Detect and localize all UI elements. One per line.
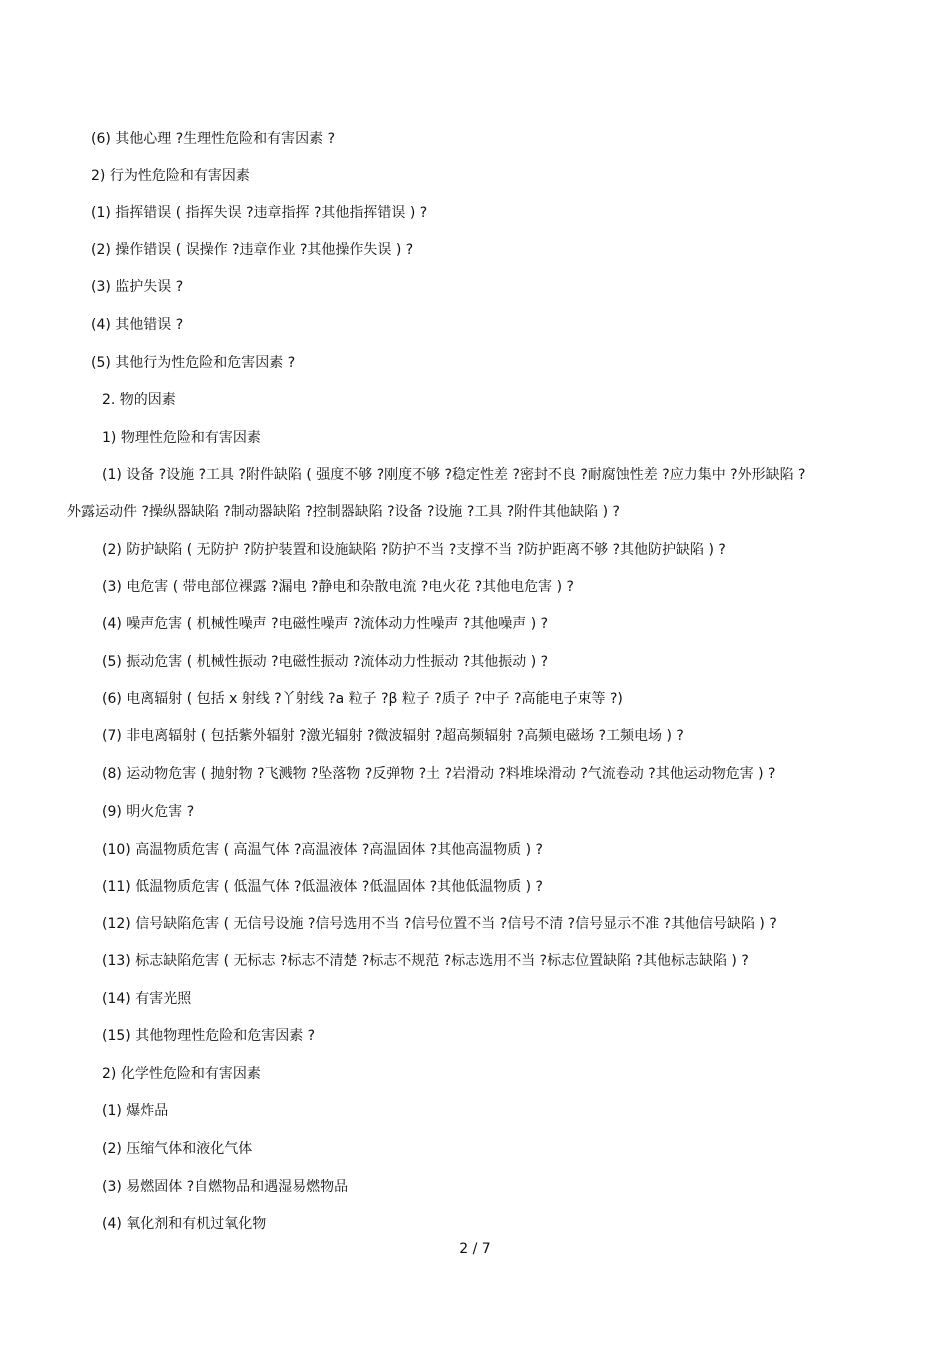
text-line: (5) 其他行为性危险和危害因素 ? — [91, 355, 296, 371]
text-line: (1) 爆炸品 — [102, 1103, 169, 1119]
text-line: (2) 操作错误 ( 误操作 ?违章作业 ?其他操作失误 ) ? — [91, 242, 414, 258]
text-line: (4) 其他错误 ? — [91, 317, 184, 333]
text-line: (3) 易燃固体 ?自燃物品和遇湿易燃物品 — [102, 1179, 349, 1195]
text-line: (14) 有害光照 — [102, 991, 192, 1007]
text-line: (3) 监护失误 ? — [91, 279, 184, 295]
text-line: (1) 设备 ?设施 ?工具 ?附件缺陷 ( 强度不够 ?刚度不够 ?稳定性差 ?密封不良 ?耐腐蚀性差 ?应力集中 ?外形缺陷 ? — [102, 467, 806, 483]
text-line: (9) 明火危害 ? — [102, 804, 195, 820]
text-line: (4) 氧化剂和有机过氧化物 — [102, 1216, 267, 1232]
text-line: (6) 其他心理 ?生理性危险和有害因素 ? — [91, 131, 336, 147]
text-line: (2) 压缩气体和液化气体 — [102, 1141, 253, 1157]
text-line: (13) 标志缺陷危害 ( 无标志 ?标志不清楚 ?标志不规范 ?标志选用不当 ?标志位置缺陷 ?其他标志缺陷 ) ? — [102, 953, 749, 969]
text-line: (2) 防护缺陷 ( 无防护 ?防护装置和设施缺陷 ?防护不当 ?支撑不当 ?防护距离不够 ?其他防护缺陷 ) ? — [102, 542, 726, 558]
text-line: (3) 电危害 ( 带电部位裸露 ?漏电 ?静电和杂散电流 ?电火花 ?其他电危害 ) ? — [102, 579, 574, 595]
page-number: 2 / 7 — [459, 1241, 491, 1257]
text-line: (11) 低温物质危害 ( 低温气体 ?低温液体 ?低温固体 ?其他低温物质 ) ? — [102, 879, 543, 895]
text-line: 外露运动件 ?操纵器缺陷 ?制动器缺陷 ?控制器缺陷 ?设备 ?设施 ?工具 ?附件其他缺陷 ) ? — [67, 504, 620, 520]
text-line: (15) 其他物理性危险和危害因素 ? — [102, 1028, 316, 1044]
section-heading: 2. 物的因素 — [102, 392, 176, 408]
text-line: (7) 非电离辐射 ( 包括紫外辐射 ?激光辐射 ?微波辐射 ?超高频辐射 ?高频电磁场 ?工频电场 ) ? — [102, 728, 684, 744]
section-heading: 2) 化学性危险和有害因素 — [102, 1066, 261, 1082]
text-line: (1) 指挥错误 ( 指挥失误 ?违章指挥 ?其他指挥错误 ) ? — [91, 205, 428, 221]
text-line: (6) 电离辐射 ( 包括 x 射线 ?丫射线 ?a 粒子 ?β 粒子 ?质子 ?中子 ?高能电子束等 ?) — [102, 691, 623, 707]
section-heading: 1) 物理性危险和有害因素 — [102, 430, 261, 446]
text-line: (8) 运动物危害 ( 抛射物 ?飞溅物 ?坠落物 ?反弹物 ?土 ?岩滑动 ?料堆垛滑动 ?气流卷动 ?其他运动物危害 ) ? — [102, 766, 776, 782]
text-line: (5) 振动危害 ( 机械性振动 ?电磁性振动 ?流体动力性振动 ?其他振动 ) ? — [102, 654, 549, 670]
text-line: (4) 噪声危害 ( 机械性噪声 ?电磁性噪声 ?流体动力性噪声 ?其他噪声 ) ? — [102, 616, 549, 632]
text-line: (10) 高温物质危害 ( 高温气体 ?高温液体 ?高温固体 ?其他高温物质 ) ? — [102, 842, 543, 858]
text-line: (12) 信号缺陷危害 ( 无信号设施 ?信号选用不当 ?信号位置不当 ?信号不清 ?信号显示不准 ?其他信号缺陷 ) ? — [102, 916, 777, 932]
section-heading: 2) 行为性危险和有害因素 — [91, 168, 250, 184]
